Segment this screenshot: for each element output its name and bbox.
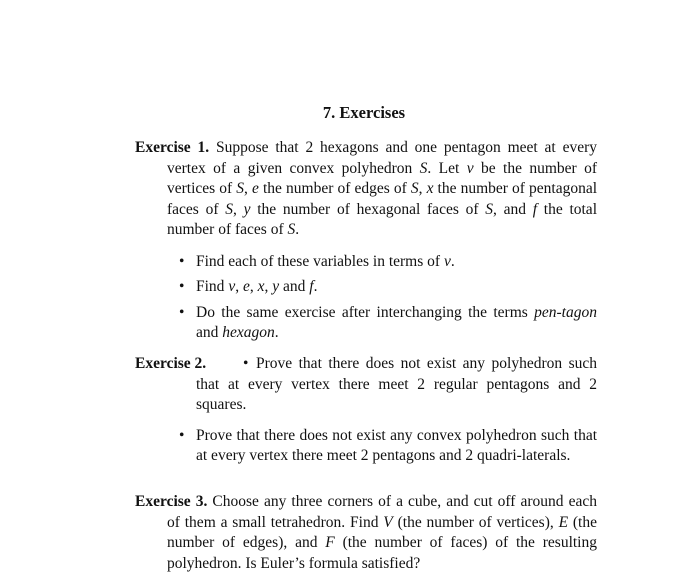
exercise-1-label: Exercise 1. (135, 139, 210, 156)
bullet-icon: • (243, 355, 249, 372)
exercise-3 (135, 492, 597, 574)
exercise-3-statement: Exercise 3. Choose any three corners of a cube, and cut off around each of them a small tetrahedron. Find V (the number of vertices), E (the number of edges), and F (the number of faces) of the resulting polyhedron. Is Euler’s formula satisfied? (135, 493, 598, 572)
exercise-3-label: Exercise 3. (135, 493, 208, 510)
bullet-icon: • (179, 426, 185, 444)
section-title: 7. Exercises (322, 103, 406, 122)
bullet-icon: • (179, 252, 185, 270)
exercise-1-bullet-list (135, 252, 597, 344)
bullet-icon: • (179, 303, 185, 321)
exercise-1-statement: Exercise 1. Suppose that 2 hexagons and one pentagon meet at every vertex of a given convex polyhedron S. Let v be the number of vertices of S, e the number of edges of S, x the number of pentagonal faces of S, y the number of hexagonal faces of S, and f the total number of faces of S. (135, 139, 598, 238)
exercise-2 (135, 354, 597, 467)
list-item: • Find each of these variables in terms of v. (135, 252, 597, 273)
list-item: • Prove that there does not exist any convex polyhedron such that at every vertex there meet 2 pentagons and 2 quadri-laterals. (179, 426, 597, 464)
list-item: • Do the same exercise after interchanging the terms pen-tagon and hexagon. (179, 303, 597, 341)
exercise-2-label: Exercise 2. (135, 355, 207, 372)
list-item: • Find v, e, x, y and f. (135, 277, 597, 298)
exercise-1 (135, 138, 597, 349)
bullet-icon: • (179, 278, 185, 295)
exercise-2-bullet-list (135, 426, 597, 467)
exercise-2-first-bullet: Exercise 2. • Prove that there does not exist any polyhedron such that at every vertex there meet 2 regular pentagons and 2 squares. (135, 355, 597, 413)
